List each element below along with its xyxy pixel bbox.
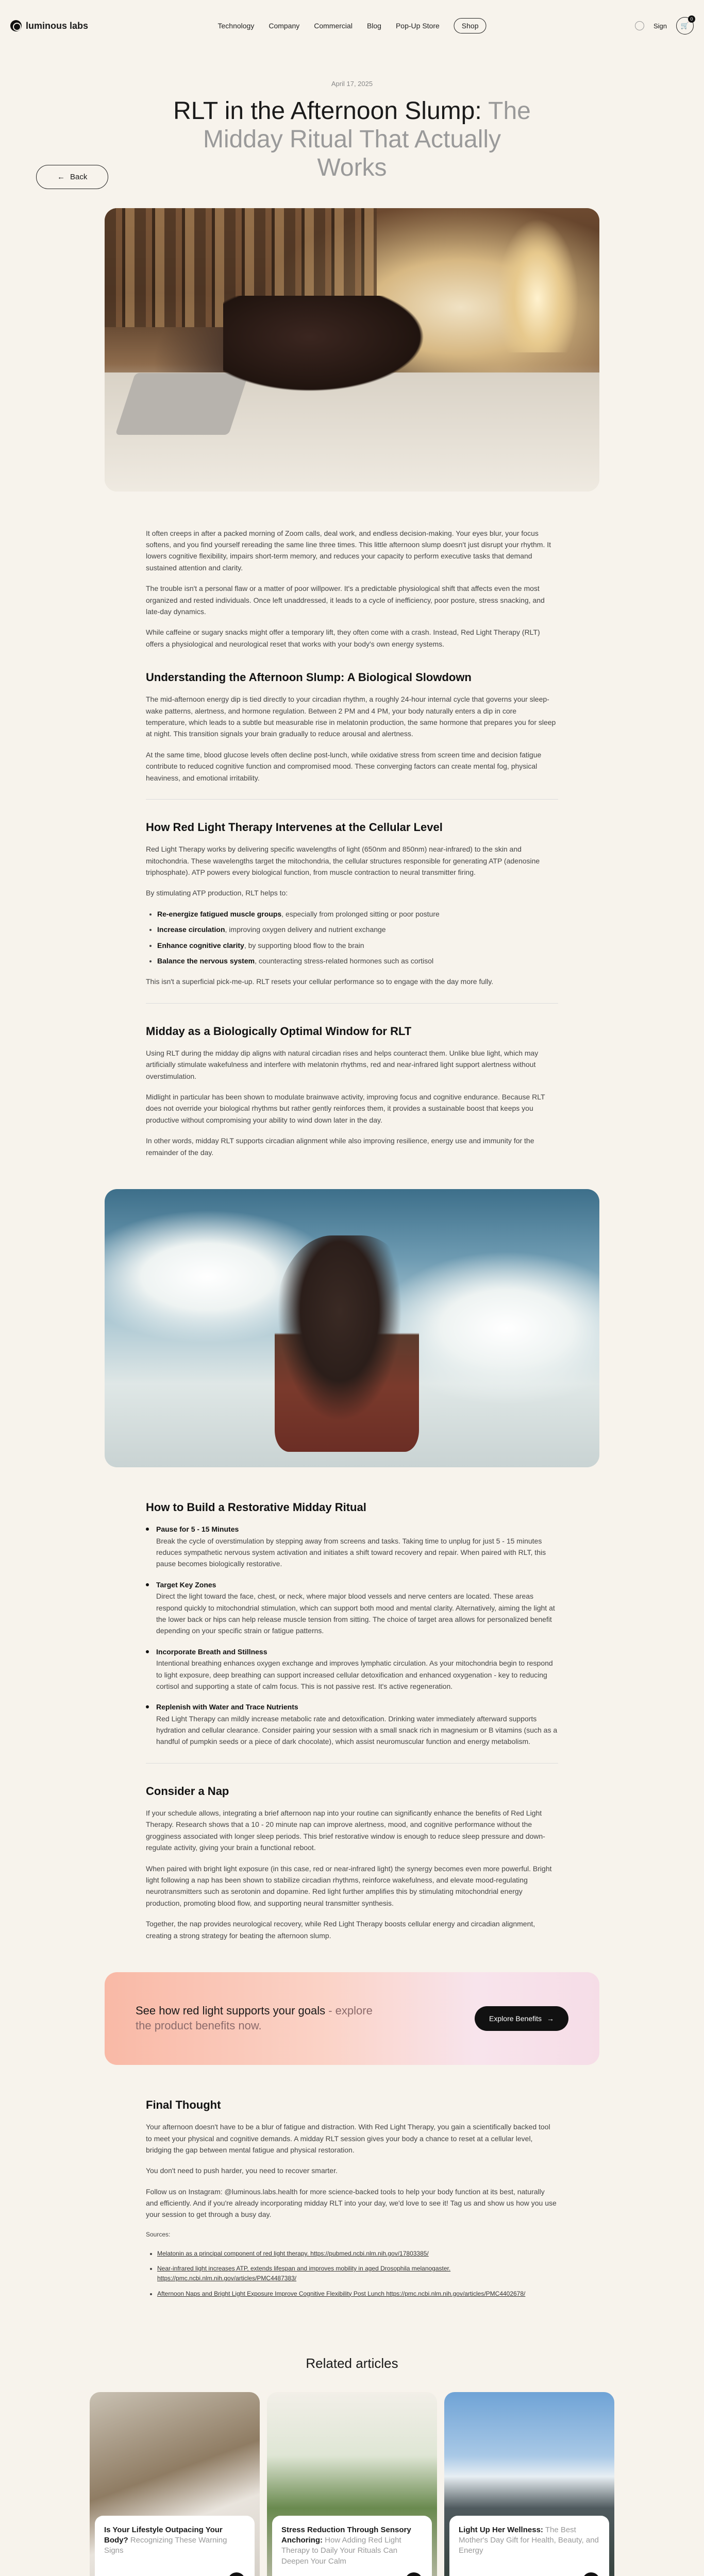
tip-title: Pause for 5 - 15 Minutes [156, 1525, 239, 1534]
tip-title: Target Key Zones [156, 1580, 216, 1589]
tip-item [146, 1701, 558, 1748]
list-item-text: , improving oxygen delivery and nutrient exchange [225, 925, 386, 934]
paragraph: Midlight in particular has been shown to modulate brainwave activity, improving focus and cognitive endurance. Because RLT does not override your biological rhythms but rather gently reinforces them, it provides a sustainable boost that keeps you productive without compromising your ability to wind down later in the day. [146, 1093, 545, 1124]
article-conclusion [146, 2096, 558, 2299]
arrow-right-icon[interactable] [405, 2572, 423, 2576]
list-item-text: , especially from prolonged sitting or poor posture [281, 909, 440, 918]
related-card[interactable] [90, 2392, 260, 2576]
paragraph: Your afternoon doesn't have to be a blur of fatigue and distraction. With Red Light Therapy, you gain a scientifically backed tool to meet your physical and cognitive demands. A midday RLT session gives your body a chance to reset at a cellular level, bridging the gap between mental fatigue and physical restoration. [146, 2123, 550, 2154]
related-card[interactable] [444, 2392, 614, 2576]
list-item-bold: Balance the nervous system [157, 956, 255, 965]
list-item [157, 924, 558, 935]
source-link[interactable]: Melatonin as a principal component of red light therapy. https://pubmed.ncbi.nlm.nih.gov/17803385/ [157, 2250, 429, 2258]
card-title [281, 2525, 423, 2567]
paragraph: You don't need to push harder, you need to recover smarter. [146, 2166, 338, 2175]
card-title-muted: Recognizing These Warning Signs [104, 2536, 227, 2555]
paragraph: This isn't a superficial pick-me-up. RLT resets your cellular performance so to engage with the day more fully. [146, 977, 494, 986]
tip-text: Break the cycle of overstimulation by stepping away from screens and tasks. Taking time to unplug for just 5 - 15 minutes reduces sympathetic nervous system activation and initiates a shift toward recovery and repair. When paired with RLT, this pause becomes biologically restorative. [156, 1536, 546, 1568]
heading-biological-slowdown: Understanding the Afternoon Slump: A Biological Slowdown [146, 671, 472, 684]
card-title [104, 2525, 245, 2556]
heading-build-ritual: How to Build a Restorative Midday Ritual [146, 1501, 366, 1514]
explore-benefits-label: Explore Benefits [489, 2014, 542, 2023]
nav-blog[interactable]: Blog [366, 22, 381, 30]
intro-paragraph: The trouble isn't a personal flaw or a matter of poor willpower. It's a predictable physiological shift that affects even the most organized and rested individuals. Once left unaddressed, it leads to a cycle of inefficiency, poor posture, stress snacking, and late-day dynamics. [146, 584, 545, 616]
card-title-muted: How Adding Red Light Therapy to Daily Your Rituals Can Deepen Your Calm [281, 2536, 401, 2566]
image-man-under-sky [105, 1189, 599, 1467]
list-item [157, 955, 558, 967]
card-title-strong: Stress Reduction Through Sensory Anchoring: [281, 2525, 411, 2545]
tip-item [146, 1579, 558, 1637]
list-item [157, 908, 558, 920]
sources-label: Sources: [146, 2230, 171, 2238]
paragraph: At the same time, blood glucose levels often decline post-lunch, while oxidative stress from screen time and decision fatigue contribute to reduced cognitive function and compromised mood. These converging factors can create mental fog, physical heaviness, and emotional irritability. [146, 750, 542, 782]
heading-cellular-level: How Red Light Therapy Intervenes at the Cellular Level [146, 821, 443, 834]
paragraph: In other words, midday RLT supports circadian alignment while also improving resilience, energy use and immunity for the remainder of the day. [146, 1137, 534, 1157]
heading-midday-window: Midday as a Biologically Optimal Window for RLT [146, 1024, 412, 1038]
card-body [95, 2516, 255, 2576]
list-item-text: , by supporting blood flow to the brain [244, 941, 364, 950]
title-accent: The Midday Ritual That Actually Works [203, 97, 531, 182]
related-cards [0, 2392, 704, 2576]
divider [146, 1763, 558, 1764]
card-title-strong: Light Up Her Wellness: [459, 2525, 543, 2534]
related-heading: Related articles [306, 2355, 398, 2371]
explore-benefits-button[interactable] [475, 2006, 568, 2031]
post-date: April 17, 2025 [331, 80, 373, 88]
arrow-right-icon: → [547, 2014, 554, 2023]
paragraph: By stimulating ATP production, RLT helps to: [146, 889, 288, 897]
back-label: Back [70, 173, 88, 181]
nav-company[interactable]: Company [269, 22, 300, 30]
intro-paragraph: While caffeine or sugary snacks might offer a temporary lift, they often come with a crash. Instead, Red Light Therapy (RLT) offers a physiological and neurological reset that works with your body's own energy systems. [146, 628, 540, 648]
tip-title: Replenish with Water and Trace Nutrients [156, 1703, 298, 1711]
arrow-left-icon: ← [57, 173, 65, 181]
nav-commercial[interactable]: Commercial [314, 22, 353, 30]
top-nav [0, 0, 704, 52]
paragraph: Together, the nap provides neurological recovery, while Red Light Therapy boosts cellular energy and circadian alignment, creating a strong strategy for beating the afternoon slump. [146, 1920, 535, 1940]
list-item-bold: Increase circulation [157, 925, 225, 934]
card-title [459, 2525, 600, 2556]
tip-item [146, 1646, 558, 1692]
card-footer [459, 2572, 600, 2576]
card-footer [281, 2572, 423, 2576]
ritual-tips-list [146, 1523, 558, 1748]
heading-nap: Consider a Nap [146, 1784, 229, 1798]
related-articles [0, 2355, 704, 2576]
paragraph: If your schedule allows, integrating a brief afternoon nap into your routine can significantly enhance the benefits of Red Light Therapy. Research shows that a 10 - 20 minute nap can improve alertness, mood, and cognitive performance without the grogginess associated with longer sleep periods. This brief restorative window is enough to reduce sleep pressure and down-regulate activity, giving your brain a functional reboot. [146, 1809, 545, 1852]
heading-final-thought: Final Thought [146, 2098, 221, 2111]
banner-text [136, 2004, 373, 2033]
paragraph: The mid-afternoon energy dip is tied directly to your circadian rhythm, a roughly 24-hour internal cycle that governs your sleep-wake patterns, alertness, and hormone regulation. Between 2 PM and 4 PM, your body naturally enters a dip in core temperature, which leads to a subtle but measurable rise in melatonin production, the same hormone that prepares you for sleep at night. This transition signals your brain gradually to reduce arousal and alertness. [146, 695, 556, 738]
related-card[interactable] [267, 2392, 437, 2576]
intro-paragraph: It often creeps in after a packed morning of Zoom calls, deal work, and endless decision-making. Your eyes blur, your focus softens, and you find yourself rereading the same line three times. This little afternoon slump doesn't just disrupt your rhythm. It lowers cognitive flexibility, impairs short-term memory, and reduces your capacity to perform executive tasks that demand sustained attention and clarity. [146, 529, 551, 572]
brand-name: luminous labs [26, 20, 89, 31]
tip-text: Red Light Therapy can mildly increase metabolic rate and detoxification. Drinking water immediately afterward supports hydration and cellular clearance. Consider pairing your session with a small snack rich in magnesium or B vitamins (such as a handful of pumpkin seeds or a piece of dark chocolate), which assist neuromuscular function and energy metabolism. [156, 1714, 558, 1746]
title-main: RLT in the Afternoon Slump: [173, 97, 482, 125]
article-body-continued [146, 1498, 558, 1941]
card-body [272, 2516, 432, 2576]
card-footer [104, 2572, 245, 2576]
nav-popup-store[interactable]: Pop-Up Store [395, 22, 440, 30]
paragraph: When paired with bright light exposure (in this case, red or near-infrared light) the synergy becomes even more powerful. Bright light following a nap has been shown to stabilize circadian rhythms, reinforce wakefulness, and elevate mood-regulating neurotransmitters such as serotonin and dopamine. Red light further amplifies this by stimulating mitochondrial energy production, promoting blood flow, and supporting neural transmitter synthesis. [146, 1864, 552, 1907]
article-body [146, 528, 558, 1158]
paragraph: Using RLT during the midday dip aligns with natural circadian rises and helps counteract them. Unlike blue light, which may artificially stimulate wakefulness and interfere with melatonin rhythms, red and near-infrared light support alertness without overstimulation. [146, 1048, 539, 1080]
card-title-strong: Is Your Lifestyle Outpacing Your Body? [104, 2525, 223, 2545]
source-item[interactable] [157, 2289, 558, 2299]
explore-benefits-banner [105, 1972, 599, 2065]
logo-icon [10, 20, 22, 31]
source-item[interactable] [157, 2249, 558, 2259]
benefits-list [157, 908, 558, 967]
banner-muted: - explore the product benefits now. [136, 2004, 373, 2032]
card-title-muted: The Best Mother's Day Gift for Health, Beauty, and Energy [459, 2525, 599, 2555]
hero [0, 52, 704, 492]
back-button[interactable] [36, 165, 108, 189]
paragraph: Follow us on Instagram: @luminous.labs.health for more science-backed tools to help your body function at its best, naturally and efficiently. And if you're already incorporating midday RLT into your day, we'd love to see it! Tag us and show us how you use your session to get through a busy day. [146, 2187, 557, 2219]
search-icon[interactable] [635, 21, 644, 30]
nav-technology[interactable]: Technology [217, 22, 255, 30]
tip-title: Incorporate Breath and Stillness [156, 1647, 267, 1656]
source-link[interactable]: Near-infrared light increases ATP, extends lifespan and improves mobility in aged Drosophila melanogaster. https://pmc.ncbi.nlm.nih.gov/articles/PMC4487383/ [157, 2265, 451, 2282]
paragraph: Red Light Therapy works by delivering specific wavelengths of light (650nm and 850nm) near-infrared) to the skin and mitochondria. These wavelengths target the mitochondria, the cellular structures responsible for generating ATP (adenosine triphosphate). ATP powers every biological function, from muscle contraction to neural transmitter firing. [146, 845, 540, 876]
list-item-bold: Re-energize fatigued muscle groups [157, 909, 282, 918]
nav-links [218, 18, 487, 33]
lamp-glow-shape [496, 218, 579, 352]
tip-text: Intentional breathing enhances oxygen exchange and improves lymphatic circulation. As your mitochondria begin to respond to light exposure, deep breathing can support increased cellular detoxification and enhanced oxygenation - key to reducing cortisol and supporting a state of calm focus. This is not passive rest. It's active regeneration. [156, 1659, 553, 1690]
card-body [449, 2516, 609, 2576]
source-item[interactable] [157, 2264, 558, 2283]
list-item-bold: Enhance cognitive clarity [157, 941, 244, 950]
nav-right [635, 17, 694, 35]
cart-count: 0 [688, 15, 695, 23]
sources-list [157, 2249, 558, 2299]
man-profile-shape [275, 1235, 419, 1452]
banner-strong: See how red light supports your goals [136, 2004, 326, 2018]
nav-shop-button[interactable]: Shop [454, 18, 487, 33]
divider [146, 1003, 558, 1004]
sleeping-person-shape [223, 296, 440, 399]
arrow-right-icon[interactable] [582, 2572, 600, 2576]
hero-image-sleeping-at-desk [105, 208, 599, 492]
divider [146, 799, 558, 800]
source-link[interactable]: Afternoon Naps and Bright Light Exposure Improve Cognitive Flexibility Post Lunch https://pmc.ncbi.nlm.nih.gov/articles/PMC4402678/ [157, 2290, 526, 2297]
page-title [166, 97, 538, 182]
brand-logo[interactable] [10, 20, 88, 31]
cart-button[interactable] [676, 17, 694, 35]
list-item-text: , counteracting stress-related hormones such as cortisol [255, 956, 434, 965]
cart-icon: 🛒 [680, 22, 690, 29]
tip-text: Direct the light toward the face, chest, or neck, where major blood vessels and nerve centers are located. These areas respond quickly to mitochondrial stimulation, which can support both mood and mental clarity. Alternatively, aiming the light at the lower back or hips can help release muscle tension from sitting. The choice of target area allows for personalized benefit depending on your specific strain or fatigue patterns. [156, 1592, 555, 1635]
tip-item [146, 1523, 558, 1570]
list-item [157, 940, 558, 951]
sign-in-link[interactable]: Sign [653, 22, 667, 30]
arrow-right-icon[interactable] [228, 2572, 245, 2576]
